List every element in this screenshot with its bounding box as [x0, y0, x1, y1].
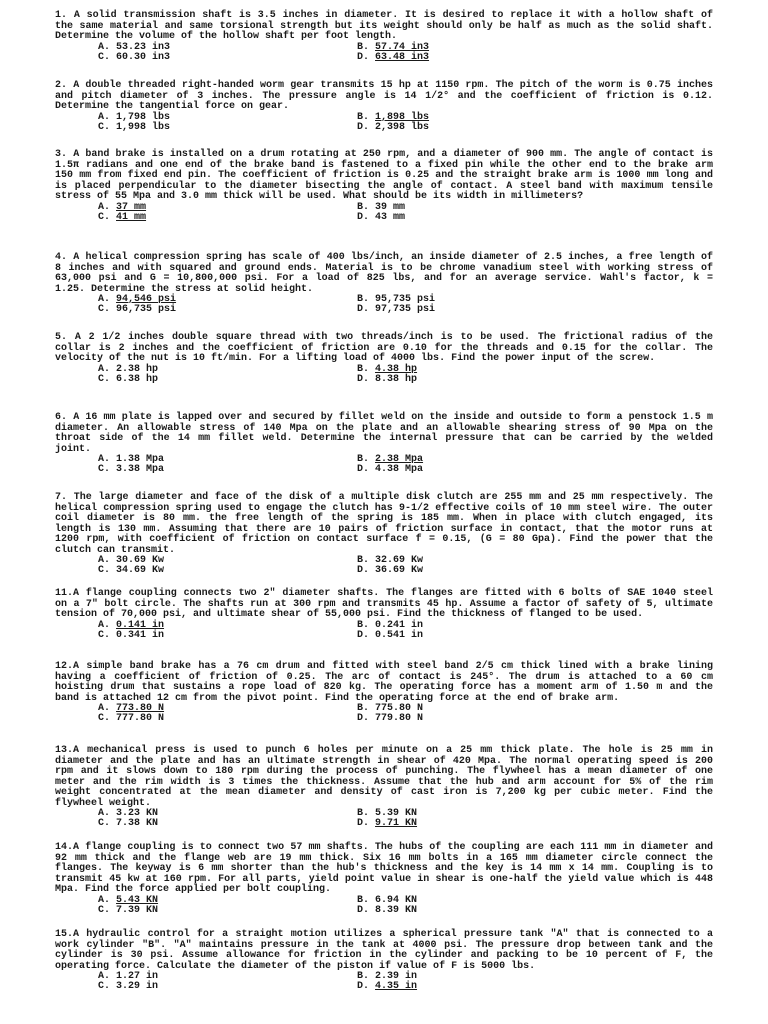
question-5 — [55, 333, 713, 386]
choice-a: A. 0.141 in — [98, 619, 165, 631]
question-4 — [55, 253, 713, 316]
choice-c: C. 6.38 hp — [98, 373, 159, 385]
question-text: 13.A mechanical press is used to punch 6 holes per minute on a 25 mm thick plate. The hole is 25 mm in diameter and the plate and has an ultimate strength in shear of 420 Mpa. The normal operating speed is 200 rpm and it slows down to 180 rpm during the process of punching. The flywheel has a mean diameter of one meter and the rim width is 3 times the thickness. Assume that the hub and arm account for 5% of the rim weight concentrated at the mean diameter and density of cast iron is 7,200 kg per cubic meter. Find the flywheel weight. — [55, 745, 713, 809]
choice-c: C. 3.29 in — [98, 981, 159, 992]
choice-b: B. 39 mm — [357, 201, 406, 213]
choice-c: C. 777.80 N — [98, 713, 165, 724]
question-text: 4. A helical compression spring has scale of 400 lbs/inch, an inside diameter of 2.5 inches, a free length of 8 inches and with squared and ground ends. Material is to be chrome vanadium steel with working stress of 63,000 psi and G = 10,800,000 psi. For a load of 825 lbs, and for an average service. Wahl's factor, k = 1.25. Determine the stress at solid height. — [55, 252, 713, 295]
choice-a: A. 773.80 N — [98, 703, 165, 714]
answer-underline: 4.35 in — [375, 981, 418, 992]
choice-c: C. 0.341 in — [98, 629, 165, 641]
choice-c: C. 3.38 Mpa — [98, 464, 165, 475]
choice-a: A. 53.23 in3 — [98, 41, 171, 53]
choice-d: D. 0.541 in — [357, 629, 424, 641]
choice-a: A. 1,798 lbs — [98, 111, 171, 123]
choice-b: B. 0.241 in — [357, 619, 424, 631]
answer-underline: 4.38 hp — [375, 363, 418, 375]
question-text: 12.A simple band brake has a 76 cm drum and fitted with steel band 2/5 cm thick lined with a brake lining having a coefficient of friction of 0.25. The arc of contact is 245°. The drum is attached to a 60 cm hoisting drum that sustains a rope load of 820 kg. The operating force has a moment arm of 1.50 m and the band is attached 12 cm from the pivot point. Find the operating force at the end of brake arm. — [55, 661, 713, 704]
choice-a: A. 30.69 Kw — [98, 555, 165, 566]
question-number: 2. — [55, 80, 68, 91]
question-number: 7. — [55, 492, 68, 503]
question-2 — [55, 81, 713, 134]
choice-d: D. 779.80 N — [357, 713, 424, 724]
choice-c: C. 7.39 KN — [98, 904, 159, 916]
question-1 — [55, 11, 713, 64]
answer-choices — [55, 896, 713, 917]
question-number: 6. — [55, 412, 68, 423]
answer-underline: 2.38 Mpa — [375, 454, 424, 465]
choice-d: D. 36.69 Kw — [357, 565, 424, 576]
answer-choices — [55, 556, 713, 577]
answer-choices — [55, 113, 713, 134]
choice-d: D. 4.35 in — [357, 981, 418, 992]
answer-underline: 1,898 lbs — [375, 111, 430, 123]
choice-c: C. 41 mm — [98, 211, 147, 223]
question-text: 5. A 2 1/2 inches double square thread with two threads/inch is to be used. The frictional radius of the collar is 2 inches and the coefficient of friction are 0.10 for the threads and 0.15 for the collar. The velocity of the nut is 10 ft/min. For a lifting load of 4000 lbs. Find the power input of the screw. — [55, 332, 713, 364]
choice-b: B. 2.39 in — [357, 971, 418, 982]
answer-choices — [55, 43, 713, 64]
choice-a: A. 1.27 in — [98, 971, 159, 982]
question-text: 1. A solid transmission shaft is 3.5 inches in diameter. It is desired to replace it with a hollow shaft of the same material and same torsional strength but its weight should only be half as much as the solid shaft. Determine the volume of the hollow shaft per foot length. — [55, 10, 713, 42]
answer-choices — [55, 972, 713, 993]
answer-underline: 0.141 in — [116, 619, 165, 631]
question-14 — [55, 843, 713, 917]
choice-c: C. 96,735 psi — [98, 304, 177, 315]
question-number: 4. — [55, 252, 68, 263]
question-13 — [55, 746, 713, 830]
answer-underline: 63.48 in3 — [375, 51, 430, 63]
choice-c: C. 1,998 lbs — [98, 121, 171, 133]
question-6 — [55, 413, 713, 476]
choice-c: C. 34.69 Kw — [98, 565, 165, 576]
question-text: 6. A 16 mm plate is lapped over and secured by fillet weld on the inside and outside to form a penstock 1.5 m diameter. An allowable stress of 140 Mpa on the plate and an allowable shearing stress of 90 Mpa on the throat side of the 14 mm fillet weld. Determine the internal pressure that can be carried by the welded joint. — [55, 412, 713, 455]
answer-underline: 9.71 KN — [375, 818, 418, 829]
answer-underline: 94,546 psi — [116, 294, 177, 305]
answer-underline: 773.80 N — [116, 703, 165, 714]
choice-a: A. 37 mm — [98, 201, 147, 213]
choice-b: B. 775.80 N — [357, 703, 424, 714]
choice-b: B. 2.38 Mpa — [357, 454, 424, 465]
question-number: 14. — [55, 842, 74, 853]
choice-d: D. 9.71 KN — [357, 818, 418, 829]
question-number: 5. — [55, 332, 68, 343]
choice-d: D. 97,735 psi — [357, 304, 436, 315]
choice-d: D. 43 mm — [357, 211, 406, 223]
question-number: 12. — [55, 661, 74, 672]
answer-underline: 41 mm — [116, 211, 147, 223]
question-text: 3. A band brake is installed on a drum rotating at 250 rpm, and a diameter of 900 mm. The angle of contact is 1.5π radians and one end of the brake band is fastened to a fixed pin while the other end to the brake arm 150 mm from fixed end pin. The coefficient of friction is 0.25 and the straight brake arm is 1000 mm long and is placed perpendicular to the diameter bisecting the angle of contact. A steel band with maximum tensile stress of 55 Mpa and 3.0 mm thick will be used. What should be its width in millimeters? — [55, 149, 713, 202]
answer-underline: 57.74 in3 — [375, 41, 430, 53]
choice-d: D. 63.48 in3 — [357, 51, 430, 63]
choice-b: B. 57.74 in3 — [357, 41, 430, 53]
choice-b: B. 4.38 hp — [357, 363, 418, 375]
answer-choices — [55, 809, 713, 830]
answer-choices — [55, 621, 713, 642]
question-text: 15.A hydraulic control for a straight motion utilizes a spherical pressure tank "A" that is connected to a work cylinder "B". "A" maintains pressure in the tank at 4000 psi. The pressure drop between tank and the cylinder is 30 psi. Assume allowance for friction in the cylinder and packing to be 10 percent of F, the operating force. Calculate the diameter of the piston if value of F is 5000 lbs. — [55, 929, 713, 972]
answer-underline: 5.43 KN — [116, 894, 159, 906]
choice-b: B. 32.69 Kw — [357, 555, 424, 566]
choice-a: A. 94,546 psi — [98, 294, 177, 305]
choice-c: C. 60.30 in3 — [98, 51, 171, 63]
choice-d: D. 4.38 Mpa — [357, 464, 424, 475]
question-text: 14.A flange coupling is to connect two 57 mm shafts. The hubs of the coupling are each 111 mm in diameter and 92 mm thick and the flange web are 19 mm thick. Six 16 mm bolts in a 165 mm diameter circle connect the flanges. The keyway is 6 mm shorter than the hub's thickness and the key is 14 mm x 14 mm. Coupling is to transmit 45 kw at 160 rpm. For all parts, yield point value in shear is one-half the yield value which is 448 Mpa. Find the force applied per bolt coupling. — [55, 842, 713, 895]
choice-d: D. 8.39 KN — [357, 904, 418, 916]
answer-choices — [55, 704, 713, 725]
question-number: 11. — [55, 588, 74, 599]
choice-d: D. 8.38 hp — [357, 373, 418, 385]
question-11 — [55, 589, 713, 642]
question-15 — [55, 930, 713, 993]
question-number: 1. — [55, 10, 68, 21]
answer-choices — [55, 203, 713, 224]
choice-a: A. 2.38 hp — [98, 363, 159, 375]
question-7 — [55, 493, 713, 577]
question-number: 15. — [55, 929, 74, 940]
answer-choices — [55, 365, 713, 386]
choice-c: C. 7.38 KN — [98, 818, 159, 829]
choice-b: B. 5.39 KN — [357, 808, 418, 819]
answer-choices — [55, 295, 713, 316]
choice-b: B. 95,735 psi — [357, 294, 436, 305]
choice-a: A. 5.43 KN — [98, 894, 159, 906]
choice-b: B. 1,898 lbs — [357, 111, 430, 123]
question-number: 3. — [55, 149, 68, 160]
answer-underline: 37 mm — [116, 201, 147, 213]
answer-choices — [55, 455, 713, 476]
choice-b: B. 6.94 KN — [357, 894, 418, 906]
question-number: 13. — [55, 745, 74, 756]
question-text: 2. A double threaded right-handed worm gear transmits 15 hp at 1150 rpm. The pitch of the worm is 0.75 inches and pitch diameter of 3 inches. The pressure angle is 14 1/2° and the coefficient of friction is 0.12. Determine the tangential force on gear. — [55, 80, 713, 112]
choice-d: D. 2,398 lbs — [357, 121, 430, 133]
question-12 — [55, 662, 713, 725]
question-text: 11.A flange coupling connects two 2" diameter shafts. The flanges are fitted with 6 bolts of SAE 1040 steel on a 7" bolt circle. The shafts run at 300 rpm and transmits 45 hp. Assume a factor of safety of 5, ultimate tension of 70,000 psi, and ultimate shear of 55,000 psi. Find the thickness of flanged to be used. — [55, 588, 713, 620]
question-3 — [55, 150, 713, 224]
choice-a: A. 3.23 KN — [98, 808, 159, 819]
choice-a: A. 1.38 Mpa — [98, 454, 165, 465]
question-text: 7. The large diameter and face of the disk of a multiple disk clutch are 255 mm and 25 mm respectively. The helical compression spring used to engage the clutch has 9-1/2 effective coils of 10 mm steel wire. The outer coil diameter is 80 mm. the free length of the spring is 185 mm. When in place with clutch engaged, its length is 130 mm. Assuming that there are 10 pairs of friction surface in contact, that the motor runs at 1200 rpm, with coefficient of friction on contact surface f = 0.15, (G = 80 Gpa). Find the power that the clutch can transmit. — [55, 492, 713, 556]
